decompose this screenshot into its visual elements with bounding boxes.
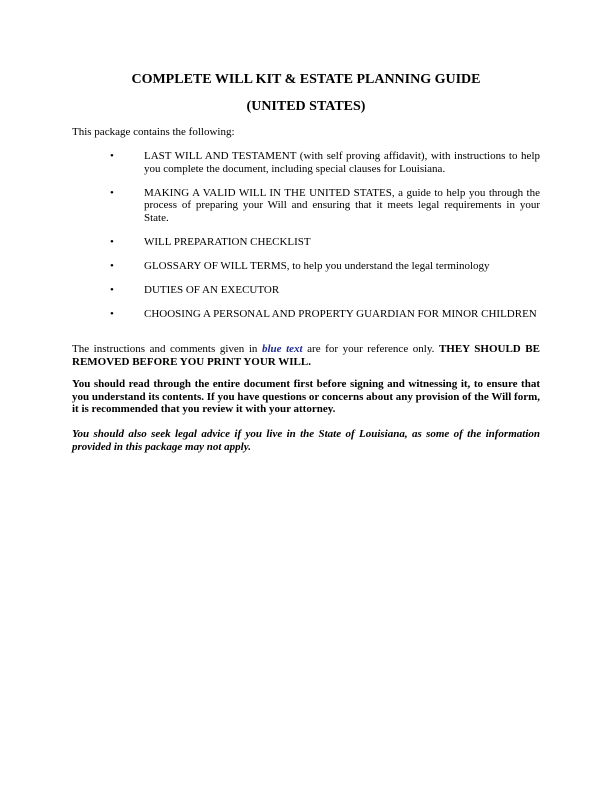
list-item: [72, 260, 540, 273]
bullet-icon: •: [110, 283, 114, 296]
instructions-paragraph: [72, 343, 540, 368]
list-item: [72, 308, 540, 321]
list-item: [72, 187, 540, 225]
list-item-text: CHOOSING A PERSONAL AND PROPERTY GUARDIAN FOR MINOR CHILDREN: [144, 307, 537, 320]
list-item-text: WILL PREPARATION CHECKLIST: [144, 235, 311, 248]
contents-list: [72, 150, 540, 332]
instructions-mid: are for your reference only.: [302, 343, 439, 355]
intro-text: This package contains the following:: [72, 126, 235, 138]
list-item-text: MAKING A VALID WILL IN THE UNITED STATES, a guide to help you through the process of preparing your Will and ensuring that it meets legal requirements in your State.: [144, 186, 540, 224]
bullet-icon: •: [110, 307, 114, 320]
blue-text-sample: blue text: [261, 343, 303, 355]
list-item-text: LAST WILL AND TESTAMENT (with self proving affidavit), with instructions to help you complete the document, including special clauses for Louisiana.: [144, 150, 540, 175]
list-item-text: GLOSSARY OF WILL TERMS, to help you understand the legal terminology: [144, 259, 490, 272]
document-subtitle: (UNITED STATES): [246, 99, 366, 114]
list-item: [72, 236, 540, 249]
list-item-text: DUTIES OF AN EXECUTOR: [144, 283, 280, 296]
louisiana-note: You should also seek legal advice if you live in the State of Louisiana, as some of the information provided in this package may not apply.: [72, 428, 540, 453]
list-item: [72, 284, 540, 297]
document-title: COMPLETE WILL KIT & ESTATE PLANNING GUIDE: [131, 72, 481, 87]
bullet-icon: •: [110, 235, 114, 248]
bullet-icon: •: [110, 150, 114, 162]
list-item: [72, 150, 540, 175]
bullet-icon: •: [110, 259, 114, 272]
removal-warning: THEY SHOULD BE REMOVED BEFORE YOU PRINT YOUR WILL.: [72, 343, 540, 368]
bullet-icon: •: [110, 186, 114, 199]
instructions-pre: The instructions and comments given in: [72, 343, 262, 355]
read-through-paragraph: You should read through the entire document first before signing and witnessing it, to ensure that you understand its contents. If you have questions or concerns about any provision of the Will form, it is recommended that you review it with your attorney.: [72, 378, 540, 415]
